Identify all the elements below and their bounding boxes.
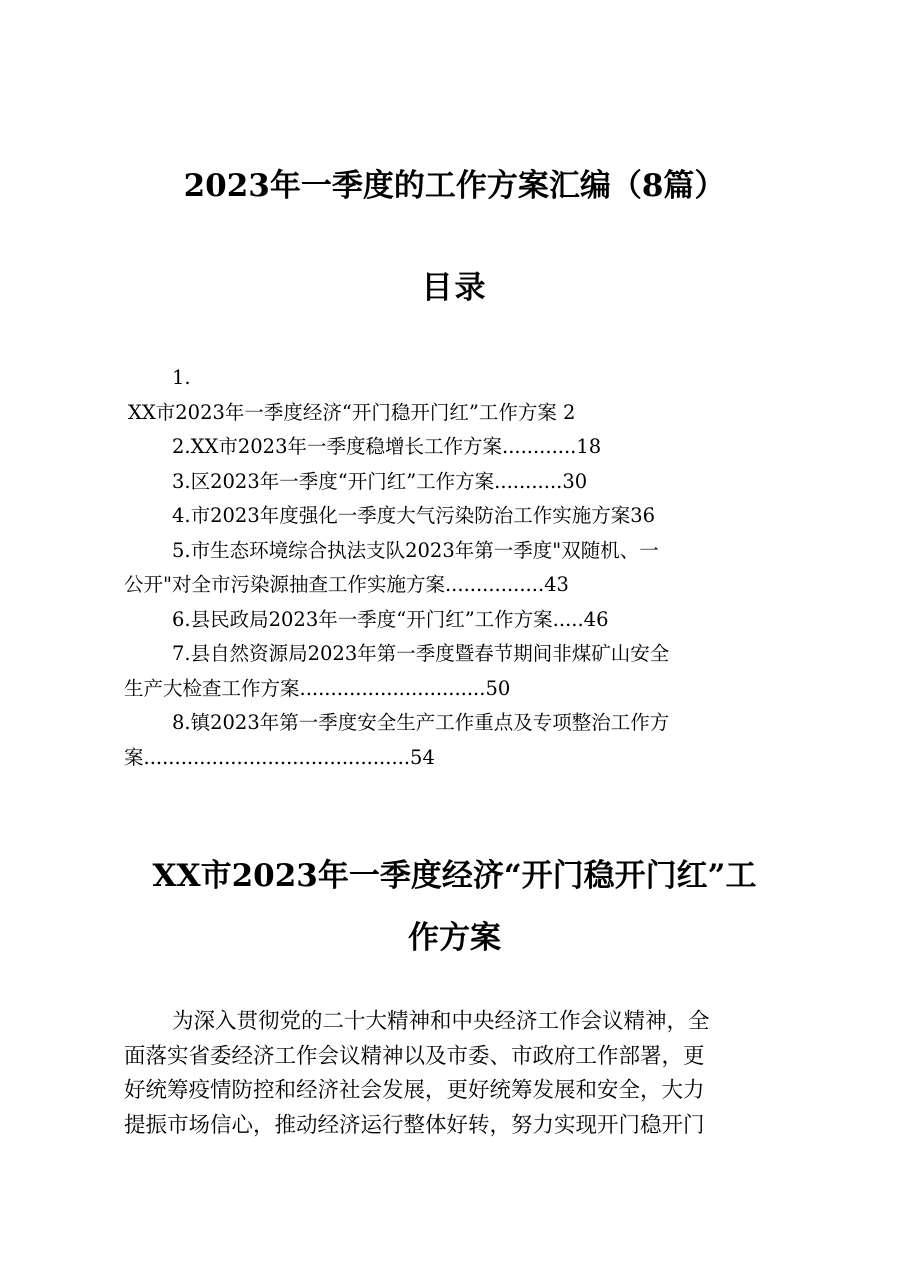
section-title-line-1: XX市2023年一季度经济“开门稳开门红”工 <box>152 858 757 894</box>
toc-entry-5[interactable]: 5.市生态环境综合执法支队2023年第一季度"双随机、一 <box>172 538 659 562</box>
paragraph-line-4: 提振市场信心，推动经济运行整体好转，努力实现开门稳开门 <box>124 1112 705 1138</box>
section-title <box>0 845 909 969</box>
section-title-line-2: 作方案 <box>408 920 501 956</box>
table-of-contents <box>124 361 796 775</box>
paragraph-line-2: 面落实省委经济工作会议精神以及市委、市政府工作部署，更 <box>124 1043 705 1069</box>
toc-entry-7[interactable]: 7.县自然资源局2023年第一季度暨春节期间非煤矿山安全 <box>172 642 670 665</box>
toc-entry-8[interactable]: 8.镇2023年第一季度安全生产工作重点及专项整治工作方 <box>172 711 670 734</box>
toc-entry-1-number[interactable]: 1. <box>172 366 191 389</box>
toc-heading: 目录 <box>421 270 488 306</box>
toc-entry-3[interactable]: 3.区2023年一季度“开门红”工作方案...........30 <box>172 469 588 493</box>
toc-entry-7-continued[interactable]: 生产大检查工作方案..............................50 <box>124 676 511 700</box>
toc-entry-1[interactable]: XX市2023年一季度经济“开门稳开门红”工作方案 2 <box>128 400 576 424</box>
document-title: 2023年一季度的工作方案汇编（8篇） <box>183 168 726 204</box>
paragraph-line-1: 为深入贯彻党的二十大精神和中央经济工作会议精神，全 <box>172 1009 710 1034</box>
toc-entry-5-continued[interactable]: 公开"对全市污染源抽查工作实施方案................43 <box>124 573 569 596</box>
toc-entry-4[interactable]: 4.市2023年度强化一季度大气污染防治工作实施方案36 <box>172 504 656 527</box>
paragraph-line-3: 好统筹疫情防控和经济社会发展，更好统筹发展和安全，大力 <box>124 1078 705 1103</box>
toc-entry-8-continued[interactable]: 案...........................................54 <box>124 745 435 769</box>
toc-entry-6[interactable]: 6.县民政局2023年一季度“开门红”工作方案.....46 <box>172 607 609 631</box>
toc-entry-2[interactable]: 2.XX市2023年一季度稳增长工作方案............18 <box>172 435 602 458</box>
body-paragraph <box>124 1005 796 1143</box>
